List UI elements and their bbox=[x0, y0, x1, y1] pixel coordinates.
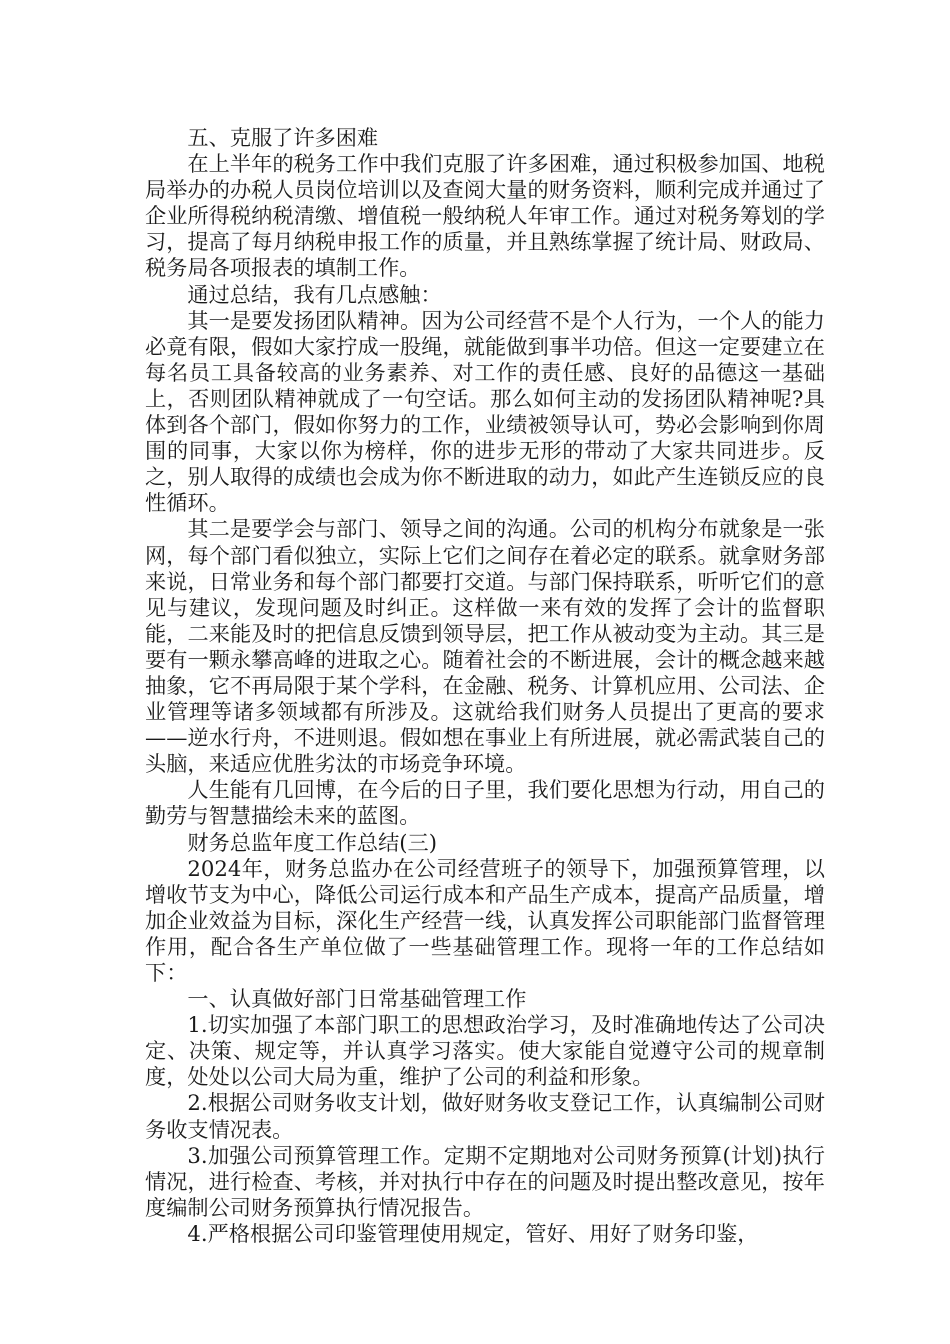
paragraph-item-2: 2.根据公司财务收支计划，做好财务收支登记工作，认真编制公司财务收支情况表。 bbox=[145, 1090, 825, 1142]
paragraph-item-1: 1.切实加强了本部门职工的思想政治学习，及时准确地传达了公司决定、决策、规定等，并认真学习落实。使大家能自觉遵守公司的规章制度，处处以公司大局为重，维护了公司的利益和形象。 bbox=[145, 1012, 825, 1090]
paragraph-outlook: 人生能有几回博，在今后的日子里，我们要化思想为行动，用自己的勤劳与智慧描绘未来的蓝图。 bbox=[145, 777, 825, 829]
document-page bbox=[145, 125, 825, 1247]
paragraph-heading-daily-management: 一、认真做好部门日常基础管理工作 bbox=[187, 986, 527, 1012]
paragraph-communication: 其二是要学会与部门、领导之间的沟通。公司的机构分布就象是一张网，每个部门看似独立，实际上它们之间存在着必定的联系。就拿财务部来说，日常业务和每个部门都要打交道。与部门保持联系，听听它们的意见与建议，发现问题及时纠正。这样做一来有效的发挥了会计的监督职能，二来能及时的把信息反馈到领导层，把工作从被动变为主动。其三是要有一颗永攀高峰的进取之心。随着社会的不断进展，会计的概念越来越抽象，它不再局限于某个学科，在金融、税务、计算机应用、公司法、企业管理等诸多领域都有所涉及。这就给我们财务人员提出了更高的要求——逆水行舟，不进则退。假如想在事业上有所进展，就必需武装自己的头脑，来适应优胜劣汰的市场竞争环境。 bbox=[145, 516, 825, 777]
paragraph-item-3: 3.加强公司预算管理工作。定期不定期地对公司财务预算(计划)执行情况，进行检查、考核，并对执行中存在的问题及时提出整改意见，按年度编制公司财务预算执行情况报告。 bbox=[145, 1142, 825, 1220]
paragraph-item-4: 4.严格根据公司印鉴管理使用规定，管好、用好了财务印鉴， bbox=[187, 1220, 759, 1246]
paragraph-tax-work: 在上半年的税务工作中我们克服了许多困难，通过积极参加国、地税局举办的办税人员岗位培训以及查阅大量的财务资料，顺利完成并通过了企业所得税纳税清缴、增值税一般纳税人年审工作。通过对税务筹划的学习，提高了每月纳税申报工作的质量，并且熟练掌握了统计局、财政局、税务局各项报表的填制工作。 bbox=[145, 151, 825, 281]
paragraph-heading-overcome-difficulties: 五、克服了许多困难 bbox=[187, 125, 379, 150]
paragraph-section-title-three: 财务总监年度工作总结(三) bbox=[187, 829, 437, 855]
paragraph-reflections-intro: 通过总结，我有几点感触： bbox=[187, 281, 442, 307]
paragraph-annual-overview: 2024年，财务总监办在公司经营班子的领导下，加强预算管理，以增收节支为中心，降低公司运行成本和产品生产成本，提高产品质量，增加企业效益为目标，深化生产经营一线，认真发挥公司职能部门监督管理作用，配合各生产单位做了一些基础管理工作。现将一年的工作总结如下： bbox=[145, 855, 825, 985]
paragraph-team-spirit: 其一是要发扬团队精神。因为公司经营不是个人行为，一个人的能力必竟有限，假如大家拧成一股绳，就能做到事半功倍。但这一定要建立在每名员工具备较高的业务素养、对工作的责任感、良好的品德这一基础上，否则团队精神就成了一句空话。那么如何主动的发扬团队精神呢?具体到各个部门，假如你努力的工作，业绩被领导认可，势必会影响到你周围的同事，大家以你为榜样，你的进步无形的带动了大家共同进步。反之，别人取得的成绩也会成为你不断进取的动力，如此产生连锁反应的良性循环。 bbox=[145, 307, 825, 516]
